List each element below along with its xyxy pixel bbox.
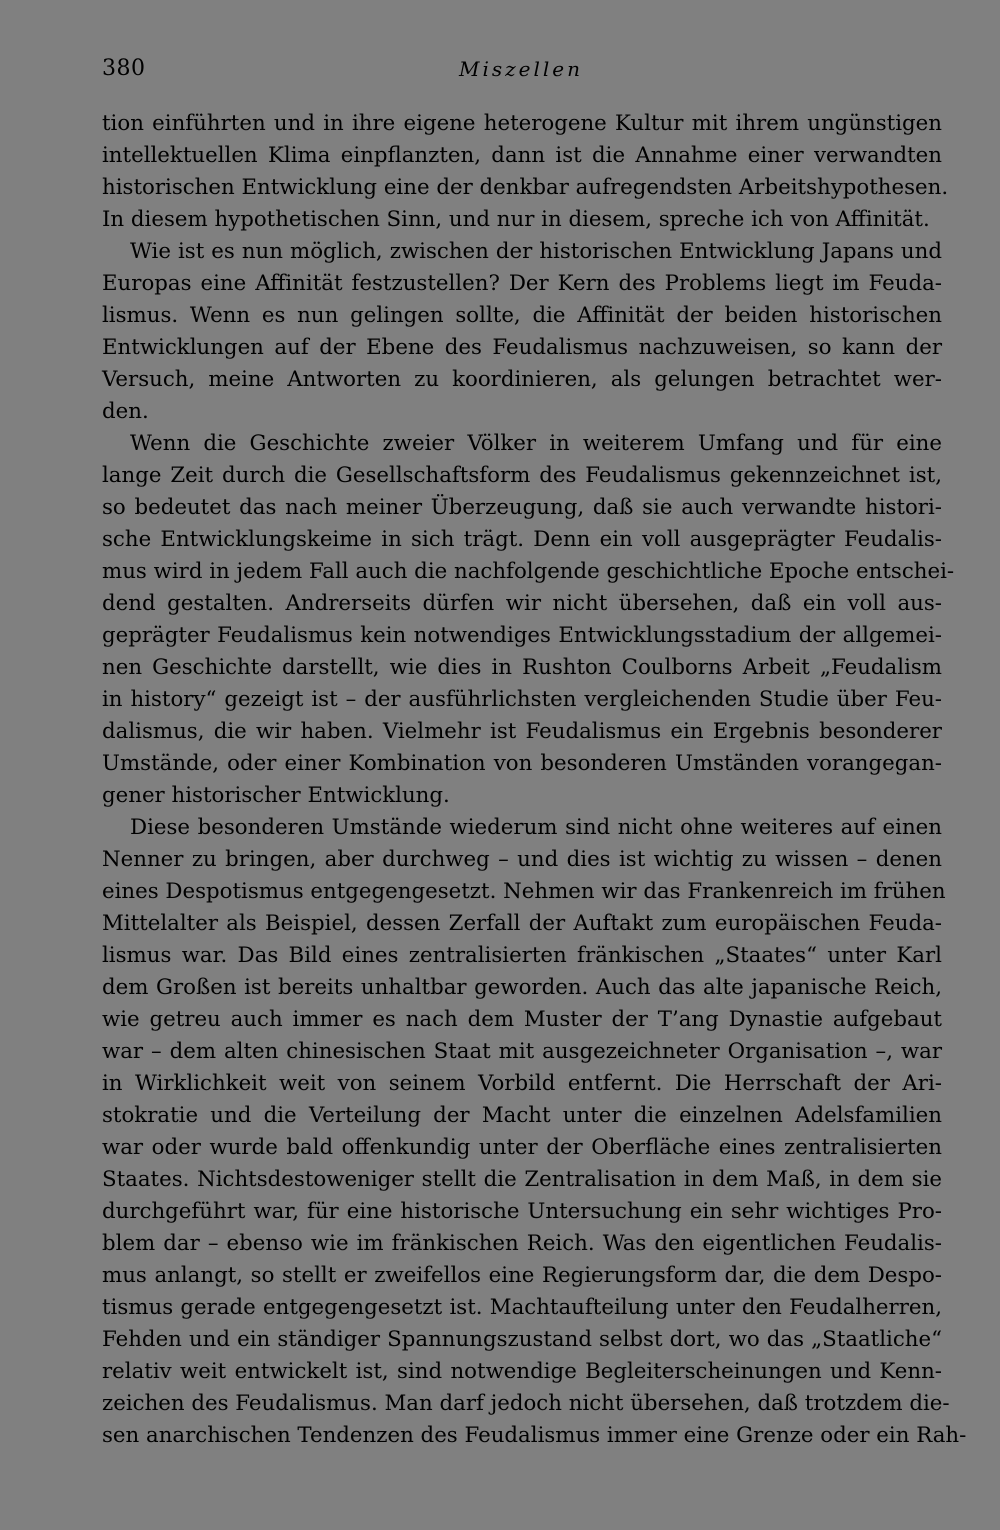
- text-line: eines Despotismus entgegengesetzt. Nehmen wir das Frankenreich im frühen: [102, 879, 946, 904]
- text-line: gener historischer Entwicklung.: [102, 783, 450, 808]
- text-line: Entwicklungen auf der Ebene des Feudalismus nachzuweisen, so kann der: [102, 335, 942, 360]
- text-line: mus anlangt, so stellt er zweifellos eine Regierungsform dar, die dem Despo-: [102, 1263, 942, 1288]
- text-line: lange Zeit durch die Gesellschaftsform des Feudalismus gekennzeichnet ist,: [102, 463, 942, 488]
- text-line: war – dem alten chinesischen Staat mit ausgezeichneter Organisation –, war: [102, 1039, 942, 1064]
- text-line: Wenn die Geschichte zweier Völker in weiterem Umfang und für eine: [130, 431, 942, 456]
- text-line: intellektuellen Klima einpflanzten, dann ist die Annahme einer verwandten: [102, 143, 942, 168]
- text-line: war oder wurde bald offenkundig unter der Oberfläche eines zentralisierten: [102, 1135, 942, 1160]
- text-line: Nenner zu bringen, aber durchweg – und dies ist wichtig zu wissen – denen: [102, 847, 942, 872]
- text-line: Wie ist es nun möglich, zwischen der historischen Entwicklung Japans und: [130, 239, 942, 264]
- text-line: so bedeutet das nach meiner Überzeugung, daß sie auch verwandte histori-: [102, 495, 942, 520]
- text-line: blem dar – ebenso wie im fränkischen Reich. Was den eigentlichen Feudalis-: [102, 1231, 942, 1256]
- page-header: [100, 52, 942, 88]
- page-number: 380: [102, 56, 146, 81]
- text-line: mus wird in jedem Fall auch die nachfolgende geschichtliche Epoche entschei-: [102, 559, 955, 584]
- text-line: in history“ gezeigt ist – der ausführlichsten vergleichenden Studie über Feu-: [102, 687, 942, 712]
- text-line: nen Geschichte darstellt, wie dies in Rushton Coulborns Arbeit „Feudalism: [102, 655, 942, 680]
- body-text: [102, 108, 967, 1452]
- text-line: relativ weit entwickelt ist, sind notwendige Begleiterscheinungen und Kenn-: [102, 1359, 942, 1384]
- text-line: dem Großen ist bereits unhaltbar geworden. Auch das alte japanische Reich,: [102, 975, 942, 1000]
- text-line: dalismus, die wir haben. Vielmehr ist Feudalismus ein Ergebnis besonderer: [102, 719, 942, 744]
- text-line: wie getreu auch immer es nach dem Muster der T’ang Dynastie aufgebaut: [102, 1007, 942, 1032]
- text-line: Diese besonderen Umstände wiederum sind nicht ohne weiteres auf einen: [130, 815, 942, 840]
- text-line: stokratie und die Verteilung der Macht unter die einzelnen Adelsfamilien: [102, 1103, 942, 1128]
- text-line: geprägter Feudalismus kein notwendiges Entwicklungsstadium der allgemei-: [102, 623, 942, 648]
- text-line: historischen Entwicklung eine der denkbar aufregendsten Arbeitshypothesen.: [102, 175, 949, 200]
- text-line: sche Entwicklungskeime in sich trägt. Denn ein voll ausgeprägter Feudalis-: [102, 527, 942, 552]
- text-line: Staates. Nichtsdestoweniger stellt die Zentralisation in dem Maß, in dem sie: [102, 1167, 942, 1192]
- running-title: Miszellen: [458, 57, 584, 81]
- text-line: tion einführten und in ihre eigene heterogene Kultur mit ihrem ungünstigen: [102, 111, 942, 136]
- text-line: zeichen des Feudalismus. Man darf jedoch nicht übersehen, daß trotzdem die-: [102, 1391, 950, 1416]
- text-line: tismus gerade entgegengesetzt ist. Machtaufteilung unter den Feudalherren,: [102, 1295, 942, 1320]
- text-line: Versuch, meine Antworten zu koordinieren, als gelungen betrachtet wer-: [102, 367, 942, 392]
- text-line: In diesem hypothetischen Sinn, und nur in diesem, spreche ich von Affinität.: [102, 207, 930, 232]
- text-line: lismus war. Das Bild eines zentralisierten fränkischen „Staates“ unter Karl: [102, 943, 942, 968]
- text-line: Umstände, oder einer Kombination von besonderen Umständen vorangegan-: [102, 751, 942, 776]
- text-line: sen anarchischen Tendenzen des Feudalismus immer eine Grenze oder ein Rah-: [102, 1423, 967, 1448]
- text-line: Europas eine Affinität festzustellen? Der Kern des Problems liegt im Feuda-: [102, 271, 942, 296]
- paragraph: [102, 428, 955, 812]
- paragraph: [102, 812, 967, 1452]
- text-line: in Wirklichkeit weit von seinem Vorbild entfernt. Die Herrschaft der Ari-: [102, 1071, 942, 1096]
- paragraph: [102, 236, 942, 428]
- text-line: dend gestalten. Andrerseits dürfen wir nicht übersehen, daß ein voll aus-: [102, 591, 942, 616]
- text-line: durchgeführt war, für eine historische Untersuchung ein sehr wichtiges Pro-: [102, 1199, 942, 1224]
- text-line: Mittelalter als Beispiel, dessen Zerfall der Auftakt zum europäischen Feuda-: [102, 911, 942, 936]
- paragraph: [102, 108, 949, 236]
- text-line: Fehden und ein ständiger Spannungszustand selbst dort, wo das „Staatliche“: [102, 1327, 942, 1352]
- text-line: den.: [102, 399, 149, 424]
- text-line: lismus. Wenn es nun gelingen sollte, die Affinität der beiden historischen: [102, 303, 942, 328]
